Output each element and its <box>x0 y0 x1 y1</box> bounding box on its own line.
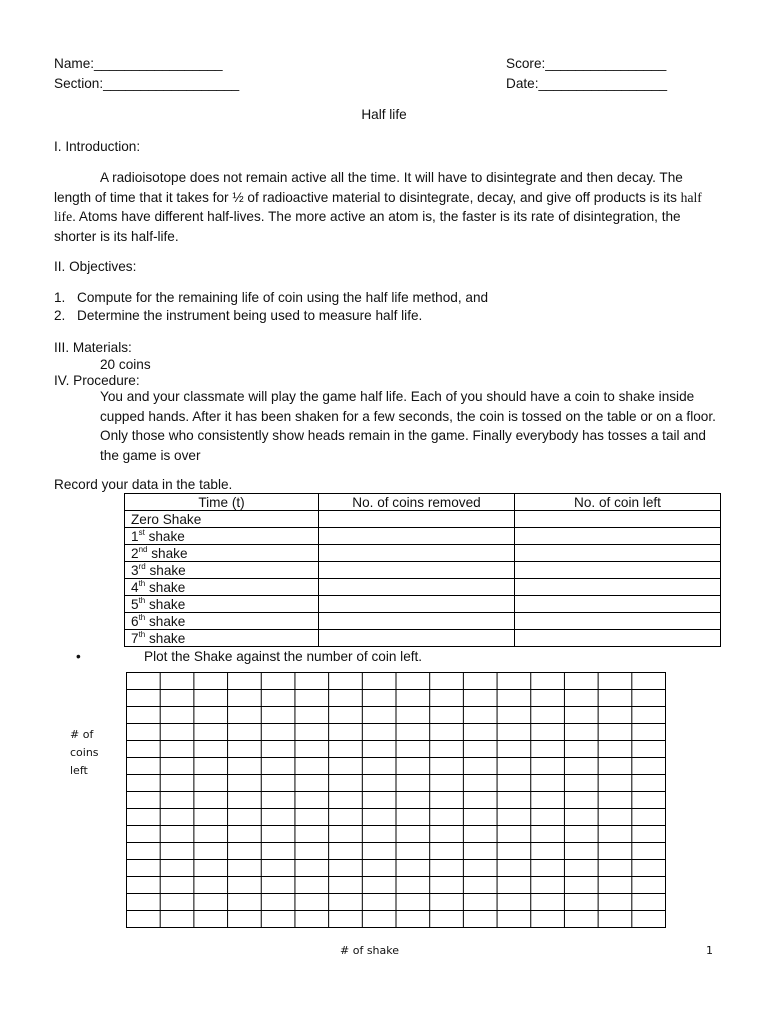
table-row <box>125 545 721 562</box>
time-cell <box>125 579 319 596</box>
coins-removed-cell[interactable] <box>319 596 515 613</box>
data-table <box>124 493 721 647</box>
row-label: shake <box>145 562 186 578</box>
table-row <box>125 511 721 528</box>
row-num: 7 <box>131 630 139 646</box>
procedure-paragraph: You and your classmate will play the game half life. Each of you should have a coin to shake inside cupped hands. After it has been shaken for a few seconds, the coin is tossed on the table or on a floor. Only those who consistently show heads remain in the game. Finally everybody has tosses a tail and the game is over <box>100 389 716 463</box>
name-field[interactable]: Name:_________________ <box>54 56 223 71</box>
table-row <box>125 579 721 596</box>
table-row <box>125 562 721 579</box>
coins-left-cell[interactable] <box>515 545 721 562</box>
time-cell <box>125 630 319 647</box>
coins-left-cell[interactable] <box>515 630 721 647</box>
row-num: 3 <box>131 562 139 578</box>
coins-removed-cell[interactable] <box>319 613 515 630</box>
time-cell <box>125 528 319 545</box>
time-cell <box>125 596 319 613</box>
y-axis-label-line: left <box>70 764 88 777</box>
y-axis-label-line: coins <box>70 746 99 759</box>
table-row <box>125 596 721 613</box>
header-coins-left: No. of coin left <box>515 494 721 511</box>
row-label: shake <box>145 630 186 646</box>
coins-left-cell[interactable] <box>515 562 721 579</box>
row-ordinal: st <box>138 527 145 537</box>
page-title: Half life <box>361 107 407 122</box>
half-life-term: half life <box>54 189 702 224</box>
objective-number: 2. <box>54 308 66 323</box>
row-label: shake <box>145 596 186 612</box>
y-axis-label-line: # of <box>70 728 94 741</box>
coins-removed-cell[interactable] <box>319 545 515 562</box>
row-ordinal: th <box>138 578 146 588</box>
section-field[interactable]: Section:__________________ <box>54 76 240 91</box>
score-field[interactable]: Score:________________ <box>506 56 667 71</box>
time-cell <box>125 511 319 528</box>
objective-text: Compute for the remaining life of coin using the half life method, and <box>77 290 489 305</box>
materials-item: 20 coins <box>100 357 151 372</box>
coins-removed-cell[interactable] <box>319 579 515 596</box>
objective-number: 1. <box>54 290 66 305</box>
header-coins-removed: No. of coins removed <box>319 494 515 511</box>
row-label: shake <box>145 579 186 595</box>
row-ordinal: th <box>138 595 146 605</box>
table-row <box>125 528 721 545</box>
bullet-icon: • <box>76 649 81 664</box>
coins-left-cell[interactable] <box>515 579 721 596</box>
coins-left-cell[interactable] <box>515 511 721 528</box>
row-ordinal: th <box>138 612 146 622</box>
row-num: 5 <box>131 596 139 612</box>
coins-removed-cell[interactable] <box>319 630 515 647</box>
coins-removed-cell[interactable] <box>319 528 515 545</box>
time-cell <box>125 545 319 562</box>
introduction-paragraph <box>54 168 716 246</box>
row-label: shake <box>147 545 188 561</box>
coins-removed-cell[interactable] <box>319 562 515 579</box>
table-header-row <box>125 494 721 511</box>
time-cell <box>125 562 319 579</box>
introduction-heading: I. Introduction: <box>54 139 141 154</box>
row-num: 1 <box>131 528 139 544</box>
coins-left-cell[interactable] <box>515 613 721 630</box>
row-num: 4 <box>131 579 139 595</box>
intro-text-1: A radioisotope does not remain active all the time. It will have to disintegrate and then decay. The length of time that it takes for ½ of radioactive material to disintegrate, decay, and give off products is its <box>54 170 683 205</box>
procedure-heading: IV. Procedure: <box>54 373 140 388</box>
date-field[interactable]: Date:_________________ <box>506 76 668 91</box>
objective-text: Determine the instrument being used to measure half life. <box>77 308 423 323</box>
row-num: 6 <box>131 613 139 629</box>
x-axis-label: # of shake <box>340 944 400 957</box>
record-instruction: Record your data in the table. <box>54 477 233 492</box>
header-time: Time (t) <box>125 494 319 511</box>
row-ordinal: th <box>138 629 146 639</box>
row-ordinal: nd <box>138 544 148 554</box>
coins-removed-cell[interactable] <box>319 511 515 528</box>
coins-left-cell[interactable] <box>515 596 721 613</box>
page-number: 1 <box>706 944 713 957</box>
plot-instruction: Plot the Shake against the number of coin left. <box>144 649 423 664</box>
table-row <box>125 630 721 647</box>
row-label: shake <box>144 528 185 544</box>
materials-heading: III. Materials: <box>54 340 132 355</box>
table-row <box>125 613 721 630</box>
row-label: shake <box>145 613 186 629</box>
objective-item <box>54 308 422 323</box>
row-ordinal: rd <box>138 561 146 571</box>
row-label: Zero Shake <box>131 511 202 527</box>
time-cell <box>125 613 319 630</box>
graph-grid[interactable] <box>126 672 666 928</box>
intro-text-2: . Atoms have different half-lives. The more active an atom is, the faster is its rate of disintegration, the shorter is its half-life. <box>54 209 681 244</box>
objectives-heading: II. Objectives: <box>54 259 137 274</box>
coins-left-cell[interactable] <box>515 528 721 545</box>
row-num: 2 <box>131 545 139 561</box>
objective-item <box>54 290 488 305</box>
